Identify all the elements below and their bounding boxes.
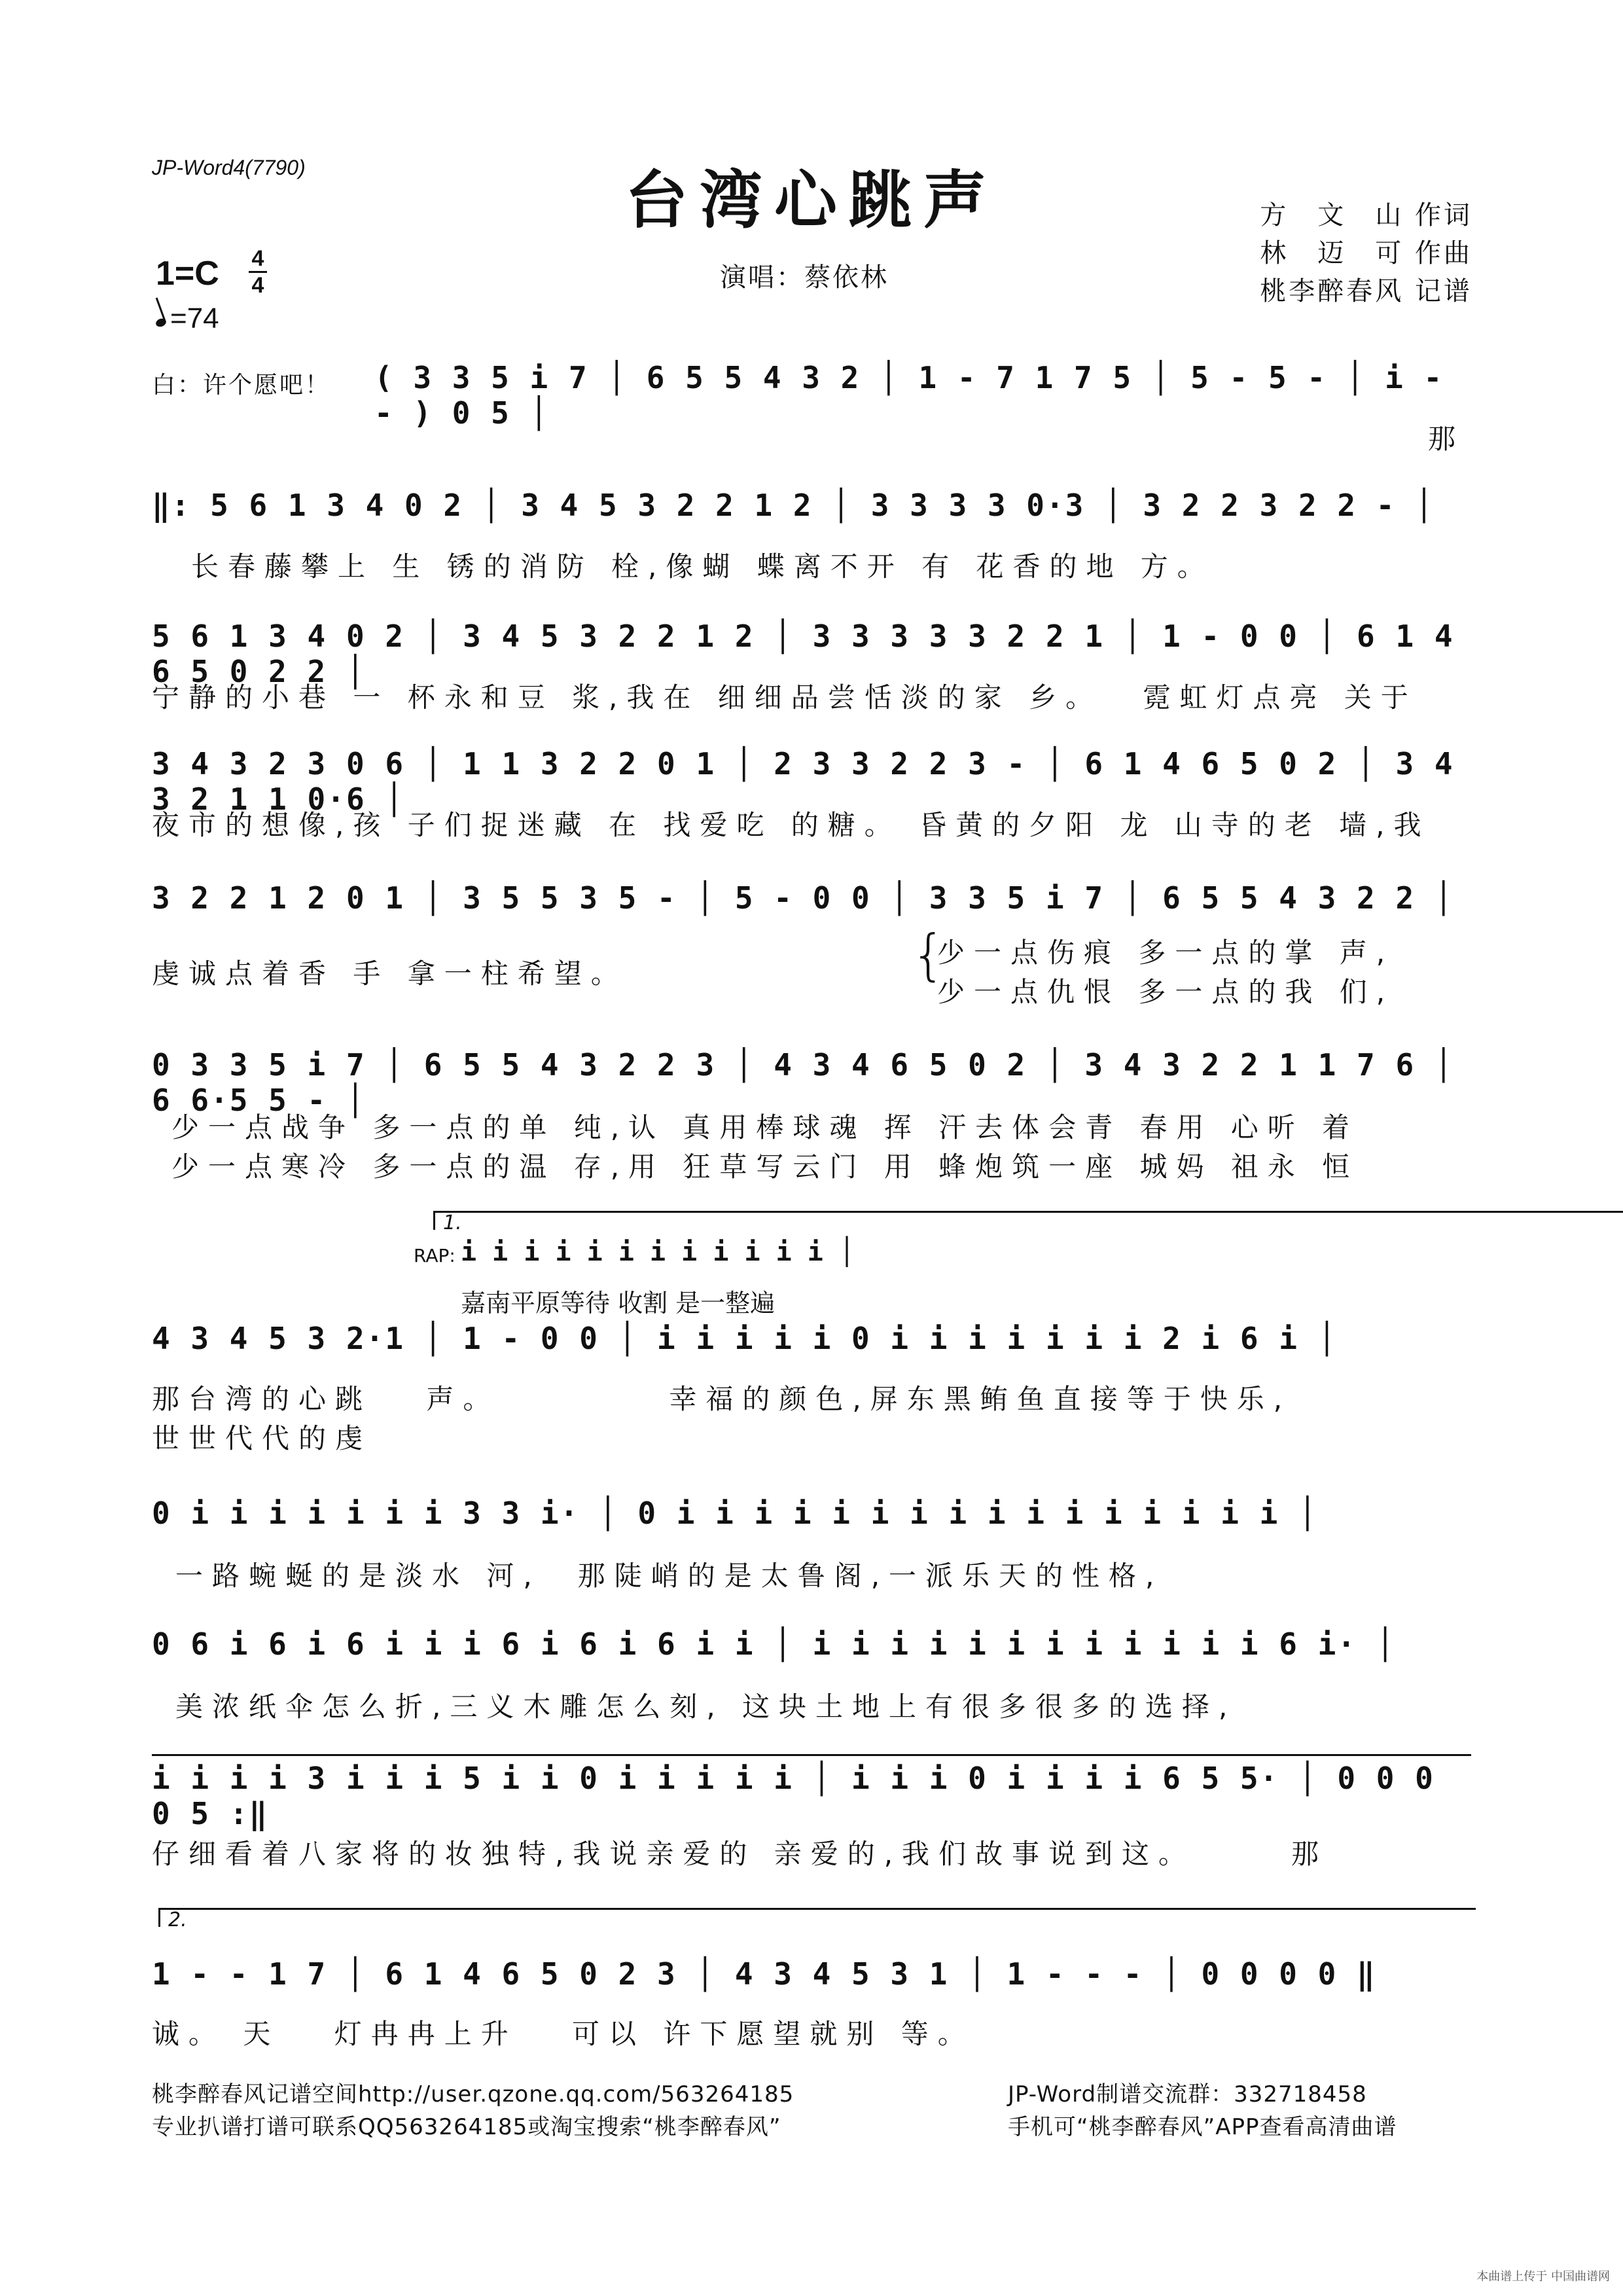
lyric-row-1: 夜市的想像,孩 子们捉迷藏 在 找爱吃 的糖。 昏黄的夕阳 龙 山寺的老 墙,我 <box>152 809 1431 841</box>
notation-text: 5 6 1 3 4 0 2 │ 3 4 5 3 2 2 1 2 │ 3 3 3 3 3 2 2 1 │ 1 - 0 0 │ 6 1 4 6 5 0 2 2 │ <box>152 619 1454 689</box>
notation-row <box>152 746 1471 817</box>
lyric-row-1: 那 <box>1428 423 1465 455</box>
score-system-4 <box>152 880 1471 1024</box>
time-signature <box>249 247 267 296</box>
score-system-1 <box>152 488 1471 586</box>
lyric-row-1: 诚。 天 灯冉冉上升 可以 许下愿望就别 等。 <box>152 2018 974 2050</box>
lyric-row-3: 少一点仇恨 多一点的我 们, <box>937 976 1395 1008</box>
key-signature: 1=C <box>156 255 219 293</box>
verse-brace: { <box>911 923 946 987</box>
lyric-row-1: 美浓纸伞怎么折,三义木雕怎么刻, 这块土地上有很多很多的选择, <box>175 1691 1237 1723</box>
notation-row <box>152 880 1471 926</box>
lyricist-credit: 方 文 山 作词 <box>1260 200 1472 230</box>
notation-row <box>152 1956 1471 2002</box>
second-ending-label: 2. <box>168 1909 187 1931</box>
notation-row <box>152 1496 1471 1541</box>
transcriber-credit: 桃李醉春风 记谱 <box>1260 276 1472 306</box>
lyric-row-2: 少一点寒冷 多一点的温 存,用 狂草写云门 用 蜂炮筑一座 城妈 祖永 恒 <box>171 1151 1359 1183</box>
score-system-7 <box>152 1496 1471 1594</box>
notation-row <box>152 619 1471 689</box>
lyric-row-1: 那台湾的心跳 声。 幸福的颜色,屏东黑鲔鱼直接等于快乐, <box>152 1383 1292 1415</box>
meter-bottom: 4 <box>251 273 264 298</box>
notation-row <box>152 488 1471 533</box>
notation-text: ‖: 5 6 1 3 4 0 2 │ 3 4 5 3 2 2 1 2 │ 3 3 3 3 0·3 │ 3 2 2 3 2 2 - │ <box>152 488 1435 523</box>
song-title: 台湾心跳声 <box>625 163 998 237</box>
notation-text: 3 2 2 1 2 0 1 │ 3 5 5 3 5 - │ 5 - 0 0 │ 3 3 5 i 7 │ 6 5 5 4 3 2 2 │ <box>152 880 1454 916</box>
lyric-row-1: 少一点战争 多一点的单 纯,认 真用棒球魂 挥 汗去体会青 春用 心听 着 <box>171 1111 1359 1143</box>
composer-credit: 林 迈 可 作曲 <box>1260 238 1472 268</box>
tempo-value: =74 <box>170 302 219 334</box>
rap-label: RAP: <box>414 1245 455 1266</box>
second-ending-bracket <box>158 1908 1476 1931</box>
notation-text: 3 4 3 2 3 0 6 │ 1 1 3 2 2 0 1 │ 2 3 3 2 2 3 - │ 6 1 4 6 5 0 2 │ 3 4 3 2 1 1 0·6 │ <box>152 746 1454 817</box>
score-system-2 <box>152 619 1471 717</box>
notation-text: 0 3 3 5 i 7 │ 6 5 5 4 3 2 2 3 │ 4 3 4 6 5 0 2 │ 3 4 3 2 2 1 1 7 6 │ 6 6·5 5 - │ <box>152 1047 1454 1118</box>
score-system-3 <box>152 746 1471 844</box>
lyric-row-2: 少一点伤痕 多一点的掌 声, <box>937 937 1395 969</box>
spoken-line: 白：许个愿吧！ <box>152 372 331 399</box>
notation-row <box>152 1321 1471 1367</box>
notation-text: 4 3 4 5 3 2·1 │ 1 - 0 0 │ i i i i i 0 i i i i i i i 2 i 6 i │ <box>152 1321 1338 1356</box>
credits <box>1260 196 1472 310</box>
rap-notation: i i i i i i i i i i i i │ <box>461 1237 855 1267</box>
notation-row <box>152 1626 1471 1672</box>
score-system-intro <box>152 360 1471 455</box>
tempo-mark <box>156 302 219 335</box>
score-system-9 <box>152 1761 1471 1892</box>
quarter-note-icon <box>154 317 167 329</box>
notation-row <box>152 1047 1471 1118</box>
notation-row <box>374 360 1474 431</box>
notation-text: 0 6 i 6 i 6 i i i 6 i 6 i 6 i i │ i i i i i i i i i i i i 6 i· │ <box>152 1626 1396 1662</box>
footer-right-line-1: JP-Word制谱交流群：332718458 <box>1008 2081 1367 2108</box>
software-label: JP-Word4(7790) <box>152 156 306 179</box>
score-system-5 <box>152 1047 1471 1191</box>
lyric-row-1: 宁静的小巷 一 杯永和豆 浆,我在 细细品尝恬淡的家 乡。 霓虹灯点亮 关于 <box>152 681 1418 713</box>
score-system-8 <box>152 1626 1471 1725</box>
footer-left-line-1: 桃李醉春风记谱空间http://user.qzone.qq.com/563264185 <box>152 2081 794 2108</box>
meter-top: 4 <box>251 246 264 271</box>
lyric-row-1: 仔细看着八家将的妆独特,我说亲爱的 亲爱的,我们故事说到这。 那 <box>152 1838 1329 1870</box>
footer-right-line-2: 手机可“桃李醉春风”APP查看高清曲谱 <box>1008 2114 1397 2140</box>
lyric-row-1: 虔诚点着香 手 拿一柱希望。 <box>152 958 628 990</box>
notation-text: i i i i 3 i i i 5 i i 0 i i i i i │ i i i 0 i i i i 6 5 5· │ 0 0 0 0 5 :‖ <box>152 1761 1435 1831</box>
singer-label: 演唱：蔡依林 <box>720 262 889 293</box>
notation-text: 0 i i i i i i i 3 3 i· │ 0 i i i i i i i i i i i i i i i i │ <box>152 1496 1318 1531</box>
lyric-row-2: 世世代代的虔 <box>152 1422 372 1454</box>
notation-text: 1 - - 1 7 │ 6 1 4 6 5 0 2 3 │ 4 3 4 5 3 1 │ 1 - - - │ 0 0 0 0 ‖ <box>152 1956 1376 1992</box>
lyric-row-1: 一路蜿蜒的是淡水 河, 那陡峭的是太鲁阁,一派乐天的性格, <box>175 1560 1164 1592</box>
rap-lyrics: 嘉南平原等待 收割 是一整遍 <box>461 1289 776 1318</box>
footer-left-line-2: 专业扒谱打谱可联系QQ563264185或淘宝搜索“桃李醉春风” <box>152 2114 781 2140</box>
notation-row <box>152 1761 1471 1831</box>
score-system-10 <box>152 1908 1471 2052</box>
notation-text: ( 3 3 5 i 7 │ 6 5 5 4 3 2 │ 1 - 7 1 7 5 │ 5 - 5 - │ i - - ) 0 5 │ <box>374 360 1444 431</box>
first-ending-bracket <box>433 1211 1623 1234</box>
lyric-row-1: 长春藤攀上 生 锈的消防 栓,像蝴 蝶离不开 有 花香的地 方。 <box>191 550 1214 583</box>
score-system-6 <box>152 1211 1471 1460</box>
first-ending-label: 1. <box>443 1211 462 1234</box>
system-separator <box>152 1754 1471 1756</box>
watermark: 本曲谱上传于 中国曲谱网 <box>1476 2270 1610 2284</box>
